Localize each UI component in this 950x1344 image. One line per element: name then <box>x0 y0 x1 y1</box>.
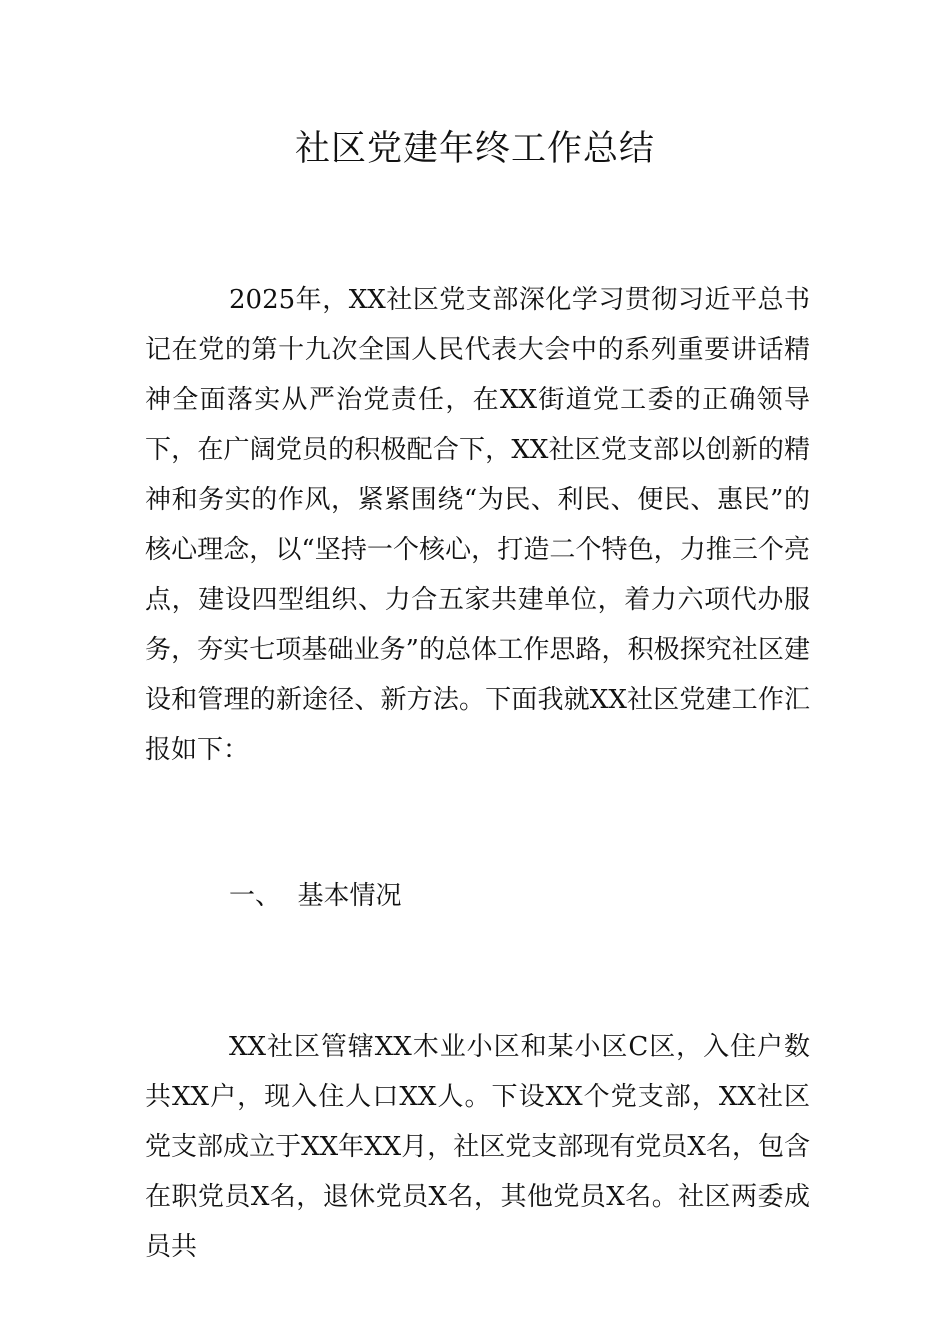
basic-info-paragraph: XX社区管辖XX木业小区和某小区C区，入住户数共XX户，现入住人口XX人。下设XX个党支部，XX社区党支部成立于XX年XX月，社区党支部现有党员X名，包含在职党员X名，退休党员X名，其他党员X名。社区两委成员共 <box>145 1032 810 1262</box>
section-heading-basic-info: 一、 基本情况 <box>229 881 402 911</box>
intro-paragraph: 2025年，XX社区党支部深化学习贯彻习近平总书记在党的第十九次全国人民代表大会中的系列重要讲话精神全面落实从严治党责任，在XX街道党工委的正确领导下，在广阔党员的积极配合下，XX社区党支部以创新的精神和务实的作风，紧紧围绕“为民、利民、便民、惠民”的核心理念，以“坚持一个核心，打造二个特色，力推三个亮点，建设四型组织、力合五家共建单位，着力六项代办服务，夯实七项基础业务”的总体工作思路，积极探究社区建设和管理的新途径、新方法。下面我就XX社区党建工作汇报如下： <box>145 285 810 765</box>
document-title: 社区党建年终工作总结 <box>294 129 655 169</box>
